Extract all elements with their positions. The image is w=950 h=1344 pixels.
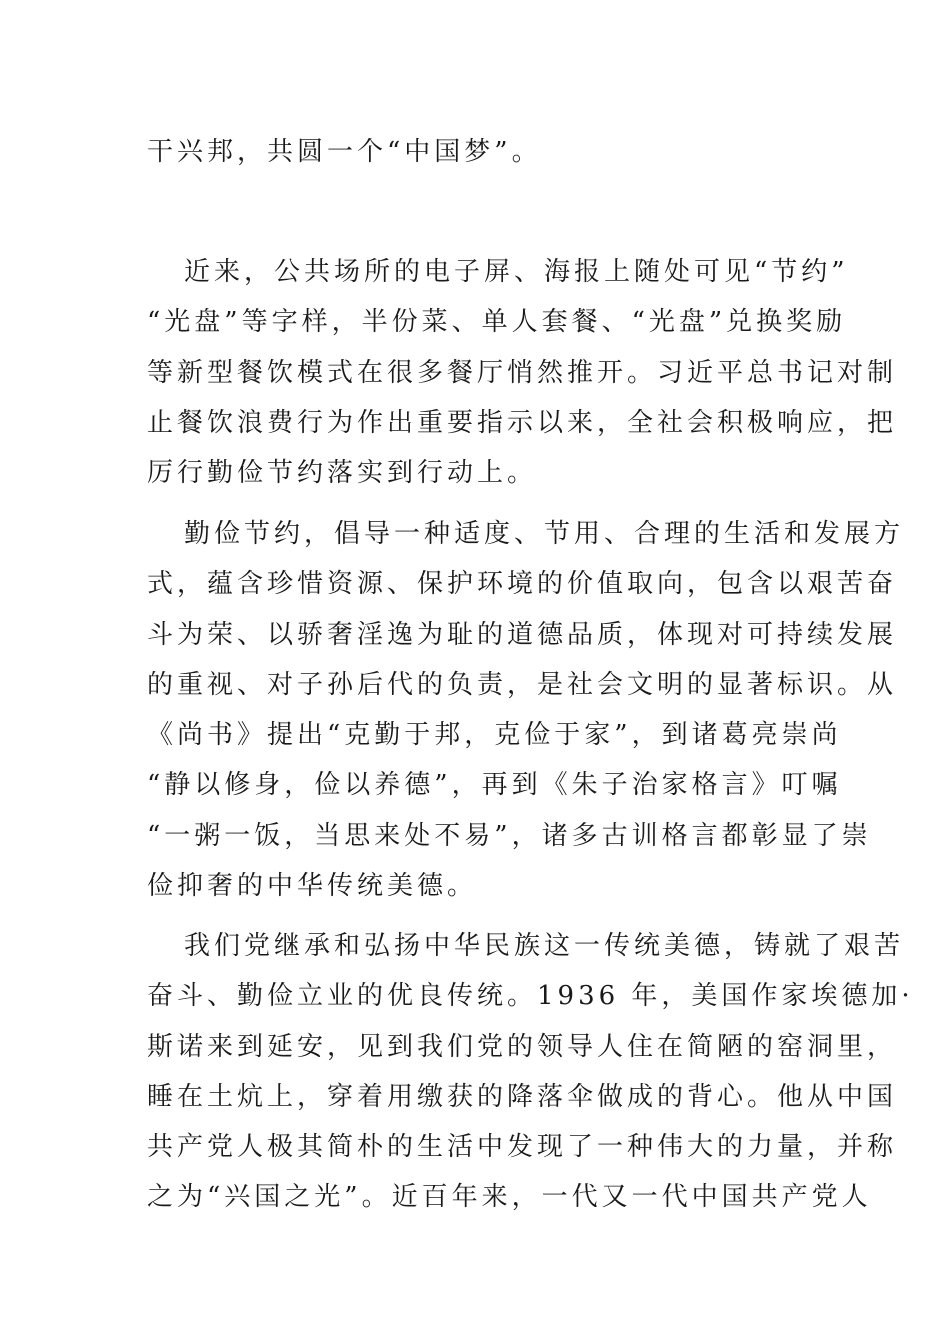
text-line: 共产党人极其简朴的生活中发现了一种伟大的力量，并称 (147, 1132, 898, 1162)
text-line: 勤俭节约，倡导一种适度、节用、合理的生活和发展方 (184, 519, 905, 549)
text-line: 式，蕴含珍惜资源、保护环境的价值取向，包含以艰苦奋 (147, 569, 898, 599)
text-line: 之为“兴国之光”。近百年来，一代又一代中国共产党人 (147, 1182, 872, 1212)
text-line: 等新型餐饮模式在很多餐厅悄然推开。习近平总书记对制 (147, 358, 898, 388)
text-line: 近来，公共场所的电子屏、海报上随处可见“节约” (184, 257, 849, 287)
text-line: 厉行勤俭节约落实到行动上。 (147, 458, 538, 488)
text-line: 俭抑奢的中华传统美德。 (147, 871, 478, 901)
text-line: 睡在土炕上，穿着用缴获的降落伞做成的背心。他从中国 (147, 1082, 898, 1112)
text-line: 我们党继承和弘扬中华民族这一传统美德，铸就了艰苦 (184, 931, 905, 961)
text-line: 斗为荣、以骄奢淫逸为耻的道德品质，体现对可持续发展 (147, 620, 898, 650)
text-line: 的重视、对子孙后代的负责，是社会文明的显著标识。从 (147, 670, 898, 700)
text-line: 干兴邦，共圆一个“中国梦”。 (147, 137, 542, 167)
text-line: 止餐饮浪费行为作出重要指示以来，全社会积极响应，把 (147, 408, 898, 438)
text-line: 奋斗、勤俭立业的优良传统。1936 年，美国作家埃德加· (147, 981, 914, 1011)
text-line: 斯诺来到延安，见到我们党的领导人住在简陋的窑洞里， (147, 1032, 898, 1062)
text-line: “一粥一饭，当思来处不易”，诸多古训格言都彰显了崇 (147, 821, 872, 851)
text-line: 《尚书》提出“克勤于邦，克俭于家”，到诸葛亮崇尚 (147, 720, 842, 750)
text-line: “静以修身，俭以养德”，再到《朱子治家格言》叮嘱 (147, 770, 842, 800)
text-line: “光盘”等字样，半份菜、单人套餐、“光盘”兑换奖励 (147, 307, 847, 337)
